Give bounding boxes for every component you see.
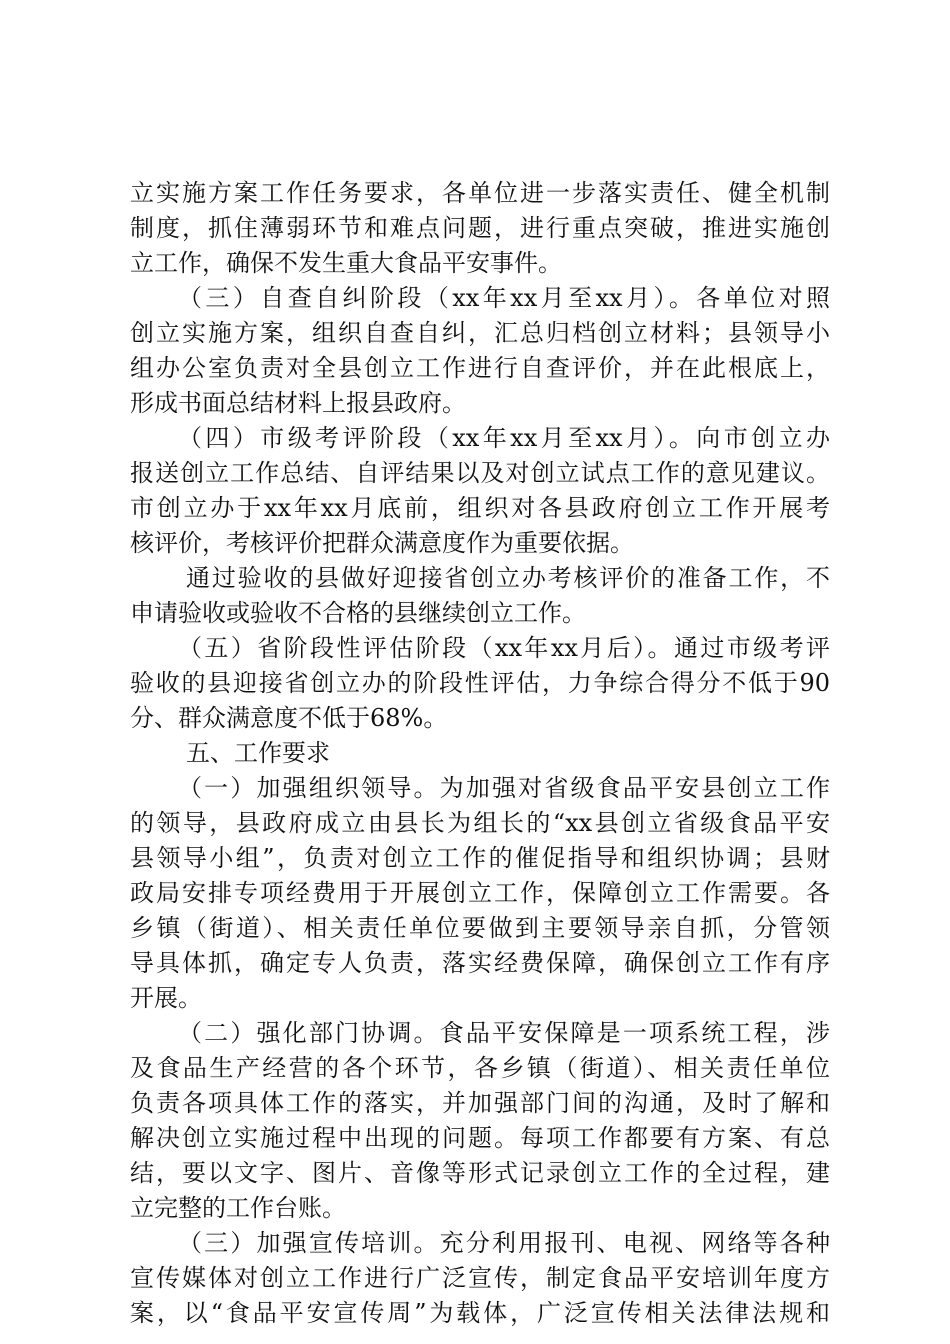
text-line: （五）省阶段性评估阶段（xx年xx月后）。通过市级考评 xyxy=(178,634,830,662)
text-line: 县领导小组”，负责对创立工作的催促指导和组织协调；县财 xyxy=(130,844,830,872)
text-line: 市创立办于xx年xx月底前，组织对各县政府创立工作开展考 xyxy=(130,494,830,522)
text-line: 负责各项具体工作的落实，并加强部门间的沟通，及时了解和 xyxy=(130,1089,830,1117)
text-line: 立实施方案工作任务要求，各单位进一步落实责任、健全机制 xyxy=(130,179,830,207)
text-line: （二）强化部门协调。食品平安保障是一项系统工程，涉 xyxy=(178,1019,830,1047)
text-line: 报送创立工作总结、自评结果以及对创立试点工作的意见建议。 xyxy=(130,459,830,487)
text-line: 形成书面总结材料上报县政府。 xyxy=(130,389,466,417)
text-line: 制度，抓住薄弱环节和难点问题，进行重点突破，推进实施创 xyxy=(130,214,830,242)
text-line: 五、工作要求 xyxy=(186,739,330,767)
text-line: （四）市级考评阶段（xx年xx月至xx月）。向市创立办 xyxy=(178,424,830,452)
text-line: 导具体抓，确定专人负责，落实经费保障，确保创立工作有序 xyxy=(130,949,830,977)
text-line: 验收的县迎接省创立办的阶段性评估，力争综合得分不低于90 xyxy=(130,669,830,697)
text-line: 案，以“食品平安宣传周”为载体，广泛宣传相关法律法规和 xyxy=(130,1299,830,1327)
text-line: 开展。 xyxy=(130,984,202,1012)
text-line: （三）加强宣传培训。充分利用报刊、电视、网络等各种 xyxy=(178,1229,830,1257)
text-line: 申请验收或验收不合格的县继续创立工作。 xyxy=(130,599,586,627)
text-line: 核评价，考核评价把群众满意度作为重要依据。 xyxy=(130,529,634,557)
text-line: 立工作，确保不发生重大食品平安事件。 xyxy=(130,249,562,277)
text-line: 解决创立实施过程中出现的问题。每项工作都要有方案、有总 xyxy=(130,1124,830,1152)
text-line: 分、群众满意度不低于68%。 xyxy=(130,704,448,732)
text-line: 创立实施方案，组织自查自纠，汇总归档创立材料；县领导小 xyxy=(130,319,830,347)
text-line: 组办公室负责对全县创立工作进行自查评价，并在此根底上， xyxy=(130,354,830,382)
text-line: 宣传媒体对创立工作进行广泛宣传，制定食品平安培训年度方 xyxy=(130,1264,830,1292)
text-line: （三）自查自纠阶段（xx年xx月至xx月）。各单位对照 xyxy=(178,284,830,312)
text-line: 及食品生产经营的各个环节，各乡镇（街道）、相关责任单位 xyxy=(130,1054,830,1082)
text-line: 政局安排专项经费用于开展创立工作，保障创立工作需要。各 xyxy=(130,879,830,907)
text-line: （一）加强组织领导。为加强对省级食品平安县创立工作 xyxy=(178,774,830,802)
text-line: 的领导，县政府成立由县长为组长的“xx县创立省级食品平安 xyxy=(130,809,830,837)
document-body xyxy=(130,176,830,1331)
text-line: 通过验收的县做好迎接省创立办考核评价的准备工作，不 xyxy=(186,564,830,592)
text-line: 乡镇（街道）、相关责任单位要做到主要领导亲自抓，分管领 xyxy=(130,914,830,942)
text-line: 立完整的工作台账。 xyxy=(130,1194,346,1222)
text-line: 结，要以文字、图片、音像等形式记录创立工作的全过程，建 xyxy=(130,1159,830,1187)
